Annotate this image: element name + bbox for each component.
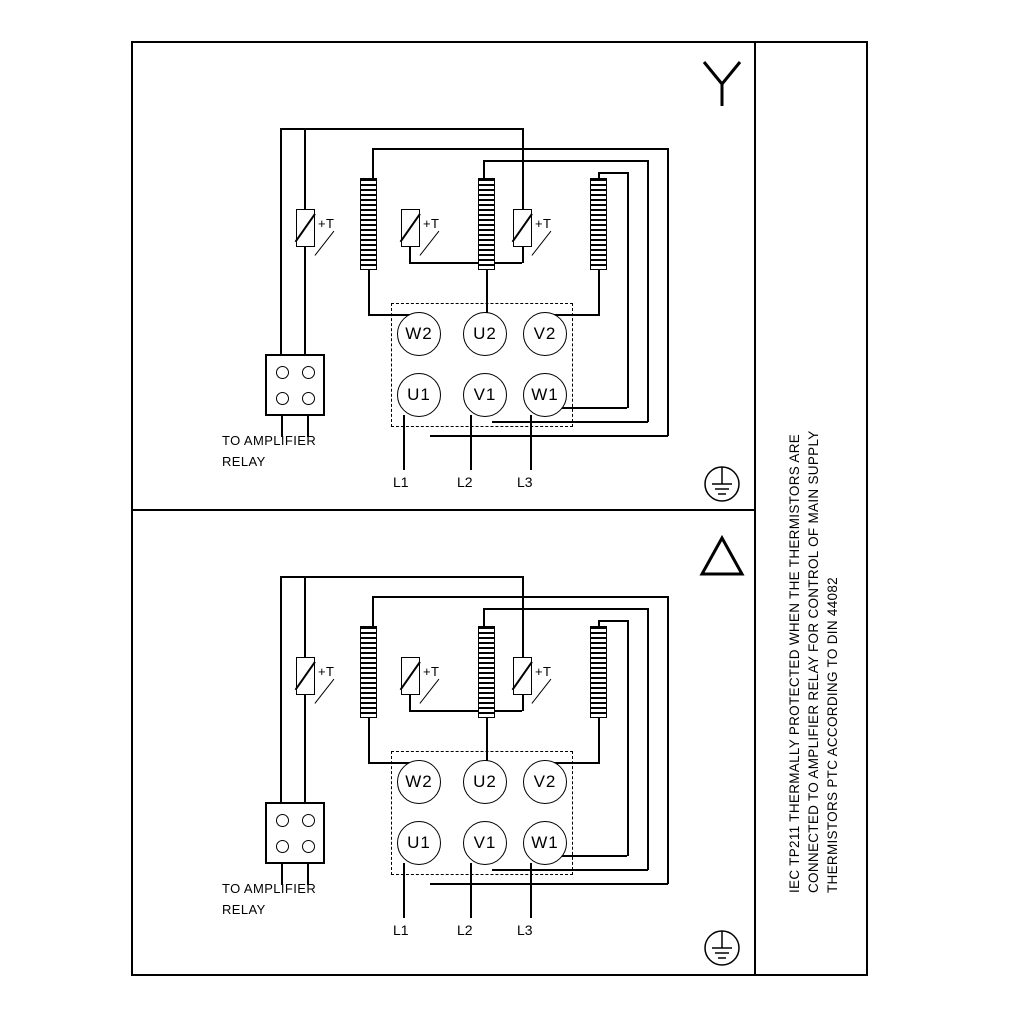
coil-lead-1 xyxy=(368,268,370,316)
loop-a-v-left xyxy=(372,148,374,180)
loop-c-v-right-delta xyxy=(627,620,629,856)
connector-dot-4 xyxy=(302,392,315,405)
terminal-label: V2 xyxy=(533,324,557,343)
thermistor-3-label-delta: +T xyxy=(535,664,552,679)
loop-a-h-top xyxy=(372,148,668,150)
therm-link-top-1 xyxy=(280,128,523,130)
supply-label-l2-delta: L2 xyxy=(457,922,473,938)
therm-link-v-a-delta xyxy=(280,576,282,808)
winding-coil-2-delta xyxy=(478,626,495,718)
amplifier-text-line1-delta: TO AMPLIFIER xyxy=(222,881,317,896)
thermistor-1-label-delta: +T xyxy=(318,664,335,679)
terminal-v1-delta[interactable] xyxy=(463,821,507,865)
terminal-label: W1 xyxy=(531,385,559,404)
therm-link-v-a xyxy=(280,128,282,360)
earth-icon-delta xyxy=(700,926,744,970)
note-line-1: IEC TP211 THERMALLY PROTECTED WHEN THE THERMISTORS ARE xyxy=(787,433,802,893)
terminal-label: U2 xyxy=(473,772,497,791)
amplifier-text-line2: RELAY xyxy=(222,454,266,469)
thermistor-1-label: +T xyxy=(318,216,335,231)
connector-dot-2-delta xyxy=(302,814,315,827)
terminal-u1[interactable] xyxy=(397,373,441,417)
loop-a-h-bottom xyxy=(430,435,668,437)
therm-link-v-b xyxy=(304,128,306,210)
terminal-label: U1 xyxy=(407,385,431,404)
terminal-u2-delta[interactable] xyxy=(463,760,507,804)
note-panel-divider xyxy=(754,41,756,976)
coil-lead-1-delta xyxy=(368,716,370,764)
terminal-w1-delta[interactable] xyxy=(523,821,567,865)
loop-b-v-left-delta xyxy=(483,608,485,628)
thermistor-3-label: +T xyxy=(535,216,552,231)
supply-label-l2: L2 xyxy=(457,474,473,490)
winding-coil-3-delta xyxy=(590,626,607,718)
coil-lead-3-delta xyxy=(598,716,600,764)
terminal-label: W2 xyxy=(405,772,433,791)
terminal-label: V2 xyxy=(533,772,557,791)
supply-label-l1-delta: L1 xyxy=(393,922,409,938)
winding-coil-2 xyxy=(478,178,495,270)
connector-dot-1 xyxy=(276,366,289,379)
terminal-label: U1 xyxy=(407,833,431,852)
connector-dot-3 xyxy=(276,392,289,405)
supply-label-l1: L1 xyxy=(393,474,409,490)
therm-join-1 xyxy=(304,245,306,363)
loop-b-v-right-delta xyxy=(647,608,649,870)
terminal-label: W2 xyxy=(405,324,433,343)
terminal-u2[interactable] xyxy=(463,312,507,356)
terminal-label: U2 xyxy=(473,324,497,343)
loop-b-h-top xyxy=(483,160,648,162)
terminal-label: V1 xyxy=(473,833,497,852)
amplifier-text-line1: TO AMPLIFIER xyxy=(222,433,317,448)
loop-a-v-right xyxy=(667,148,669,436)
supply-label-l3-delta: L3 xyxy=(517,922,533,938)
loop-c-h-top xyxy=(598,172,628,174)
wye-connection-icon xyxy=(698,58,746,110)
winding-coil-1-delta xyxy=(360,626,377,718)
thermistor-2-label-delta: +T xyxy=(423,664,440,679)
terminal-label: V1 xyxy=(473,385,497,404)
amplifier-text-line2-delta: RELAY xyxy=(222,902,266,917)
terminal-v2[interactable] xyxy=(523,312,567,356)
note-line-3: THERMISTORS PTC ACCORDING TO DIN 44082 xyxy=(825,577,840,893)
amplifier-connector-block[interactable] xyxy=(265,354,325,416)
delta-connection-icon xyxy=(698,534,746,578)
winding-coil-1 xyxy=(360,178,377,270)
supply-label-l3: L3 xyxy=(517,474,533,490)
terminal-w2[interactable] xyxy=(397,312,441,356)
connector-dot-1-delta xyxy=(276,814,289,827)
therm-bridge-1-delta xyxy=(409,710,522,712)
loop-c-h-top-delta xyxy=(598,620,628,622)
therm-link-v-c-delta xyxy=(522,576,524,658)
therm-bridge-1 xyxy=(409,262,522,264)
terminal-v2-delta[interactable] xyxy=(523,760,567,804)
terminal-w2-delta[interactable] xyxy=(397,760,441,804)
loop-b-h-top-delta xyxy=(483,608,648,610)
loop-b-v-left xyxy=(483,160,485,180)
note-line-2: CONNECTED TO AMPLIFIER RELAY FOR CONTROL OF MAIN SUPPLY xyxy=(806,430,821,893)
therm-link-top-1-delta xyxy=(280,576,523,578)
coil-lead-3 xyxy=(598,268,600,316)
connector-dot-2 xyxy=(302,366,315,379)
terminal-w1[interactable] xyxy=(523,373,567,417)
connector-dot-4-delta xyxy=(302,840,315,853)
loop-b-v-right xyxy=(647,160,649,422)
panel-divider xyxy=(131,509,754,511)
winding-coil-3 xyxy=(590,178,607,270)
therm-join-1-delta xyxy=(304,693,306,811)
earth-icon xyxy=(700,462,744,506)
terminal-v1[interactable] xyxy=(463,373,507,417)
connector-dot-3-delta xyxy=(276,840,289,853)
terminal-u1-delta[interactable] xyxy=(397,821,441,865)
loop-c-v-right xyxy=(627,172,629,408)
loop-a-v-left-delta xyxy=(372,596,374,628)
loop-a-h-top-delta xyxy=(372,596,668,598)
therm-link-v-c xyxy=(522,128,524,210)
therm-link-v-b-delta xyxy=(304,576,306,658)
terminal-label: W1 xyxy=(531,833,559,852)
loop-a-h-bottom-delta xyxy=(430,883,668,885)
loop-a-v-right-delta xyxy=(667,596,669,884)
thermistor-2-label: +T xyxy=(423,216,440,231)
amplifier-connector-block-delta[interactable] xyxy=(265,802,325,864)
